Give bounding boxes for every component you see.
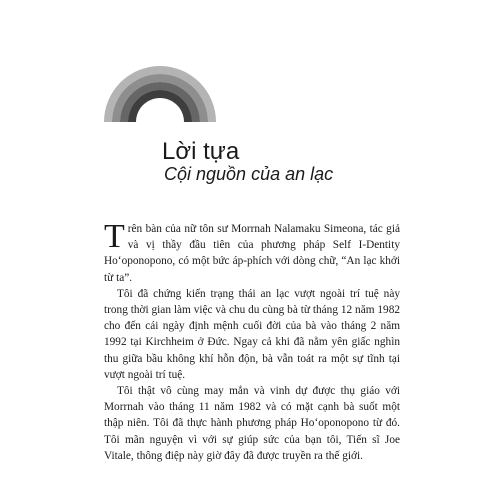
body-text [104, 218, 400, 464]
drop-cap: T [104, 218, 125, 255]
paragraph-3: Tôi thật vô cùng may mắn và vinh dự được thụ giáo với Morrnah vào tháng 11 năm 1982 và có mặt cạnh bà suốt một thập niên. Tôi đã thực hành phương pháp Hoʻoponopono từ đó. Tôi mãn nguyện vì với sự giúp sức của bạn tôi, Tiến sĩ Joe Vitale, thông điệp này giờ đây đã được truyền ra thế giới. [104, 385, 400, 462]
rainbow-arc-ornament [100, 66, 220, 122]
paragraph-1 [104, 218, 400, 286]
paragraph-2: Tôi đã chứng kiến trạng thái an lạc vượt ngoài trí tuệ này trong thời gian làm việc và chu du cùng bà từ tháng 12 năm 1982 cho đến cái ngày định mệnh cuối đời của bà vào tháng 2 năm 1992 tại Kirchheim ở Đức. Ngay cả khi đã nằm yên giấc nghìn thu giữa bầu không khí hỗn độn, bà vẫn toát ra một sự tĩnh tại vượt ngoài trí tuệ. [104, 287, 400, 381]
chapter-subtitle: Cội nguồn của an lạc [164, 164, 334, 184]
chapter-title: Lời tựa [162, 138, 240, 165]
paragraph-1-text: rên bàn của nữ tôn sư Morrnah Nalamaku Simeona, tác giả và vị thầy đầu tiên của phương pháp Self I-Dentity Hoʻoponopono, có một bức áp-phích với dòng chữ, “An lạc khởi từ ta”. [104, 223, 400, 284]
